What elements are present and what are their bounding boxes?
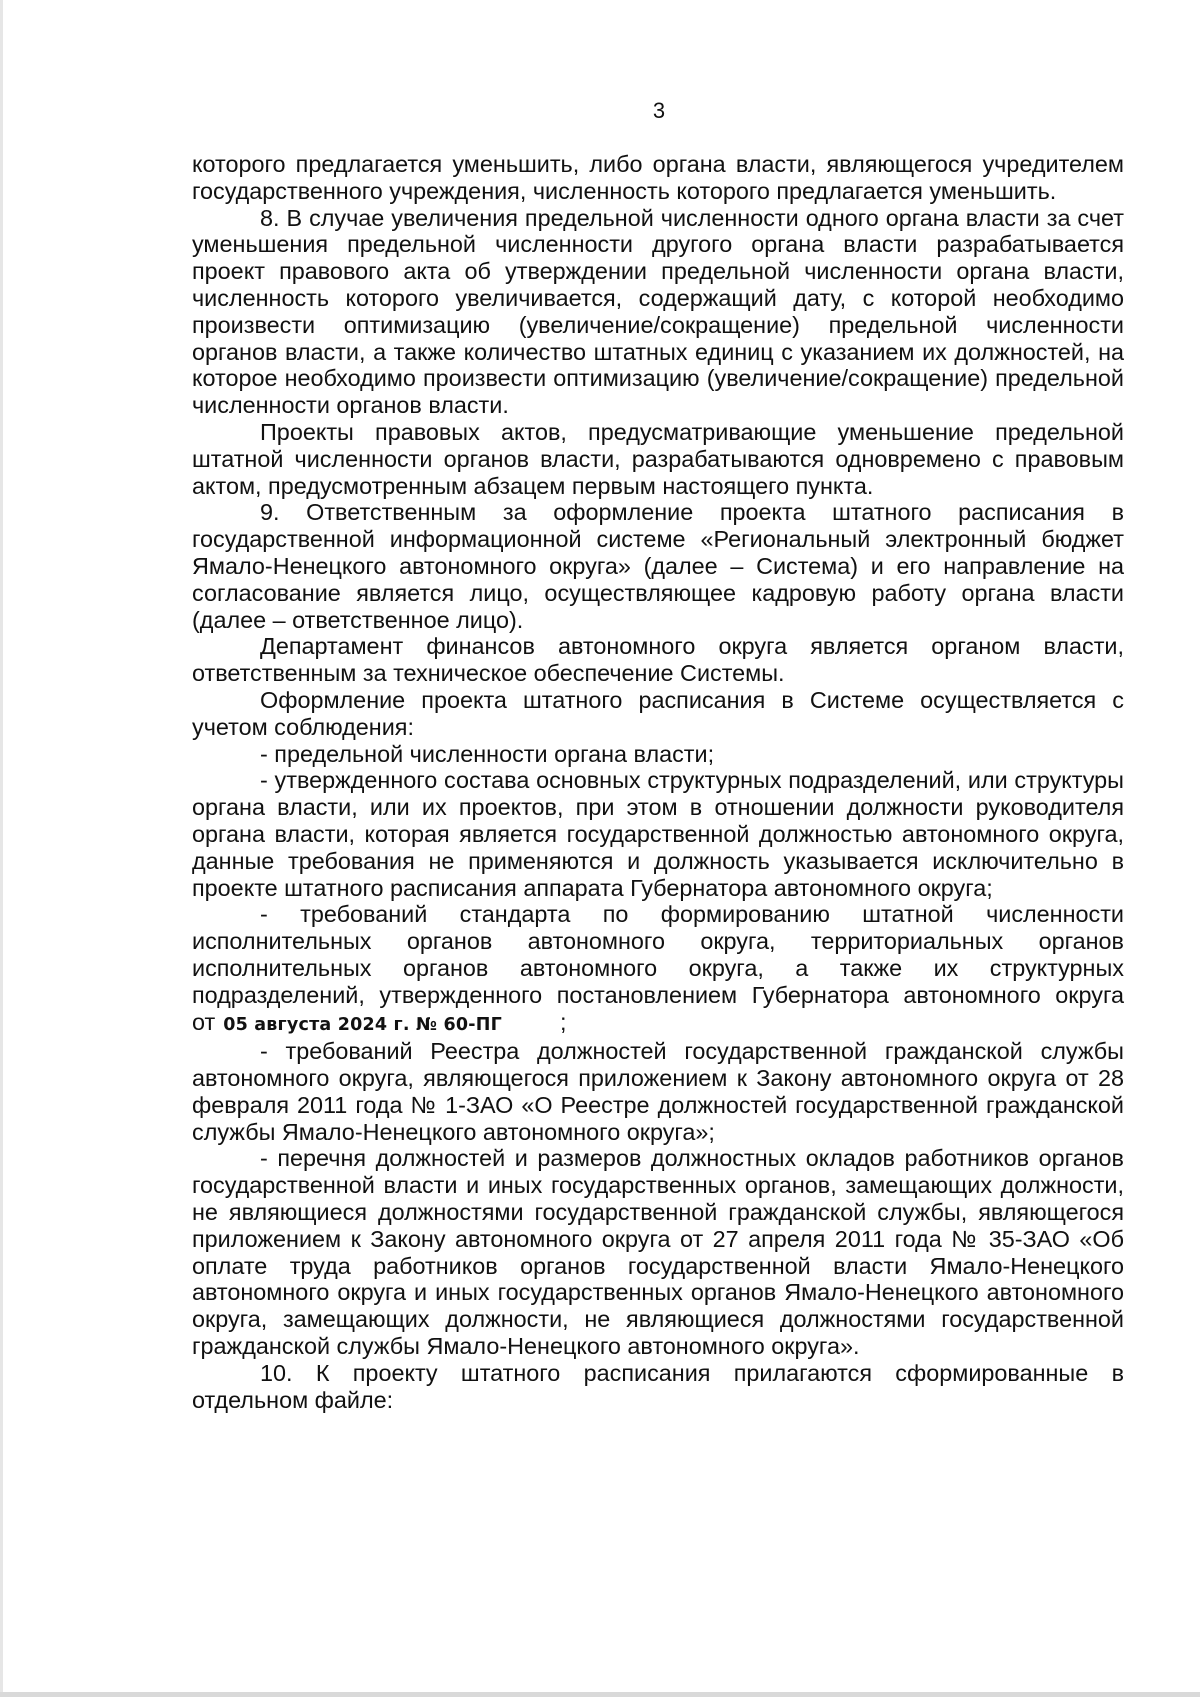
scan-edge-bottom bbox=[0, 1692, 1200, 1697]
decree-date-stamp: 05 августа 2024 г. № 60-ПГ bbox=[223, 1014, 502, 1035]
scan-edge-left bbox=[0, 0, 3, 1697]
paragraph-item-9: 9. Ответственным за оформление проекта штатного расписания в государственной информационной системе «Региональный электронный бюджет Ямало-Ненецкого автономного округа» (далее – Система) и его направление на согласование является лицо, осуществляющее кадровую работу органа власти (далее – ответственное лицо). bbox=[192, 499, 1124, 633]
paragraph-item-10: 10. К проекту штатного расписания прилагаются сформированные в отдельном файле: bbox=[192, 1359, 1124, 1413]
list-item-positions-list: - перечня должностей и размеров должностных окладов работников органов государственной власти и иных государственных органов, замещающих должности, не являющиеся должностями государственной гражданской службы, являющегося приложением к Закону автономного округа от 27 апреля 2011 года № 35-ЗАО «Об оплате труда работников органов государственной власти Ямало-Ненецкого автономного округа и иных государственных органов Ямало-Ненецкого автономного округа, замещающих должности, не являющиеся должностями государственной гражданской службы Ямало-Ненецкого автономного округа». bbox=[192, 1145, 1124, 1360]
list-item-registry-requirements: - требований Реестра должностей государственной гражданской службы автономного округа, являющегося приложением к Закону автономного округа от 28 февраля 2011 года № 1-ЗАО «О Реестре должностей государственной гражданской службы Ямало-Ненецкого автономного округа»; bbox=[192, 1038, 1124, 1145]
paragraph-continuation: которого предлагается уменьшить, либо органа власти, являющегося учредителем государственного учреждения, численность которого предлагается уменьшить. bbox=[192, 151, 1124, 204]
paragraph-item-8: 8. В случае увеличения предельной численности одного органа власти за счет уменьшения предельной численности другого органа власти разрабатывается проект правового акта об утверждении предельной численности органа власти, численность которого увеличивается, содержащий дату, с которой необходимо произвести оптимизацию (увеличение/сокращение) предельной численности органов власти, а также количество штатных единиц с указанием их должностей, на которое необходимо произвести оптимизацию (увеличение/сокращение) предельной численности органов власти. bbox=[192, 204, 1124, 419]
list-item-standard-requirements bbox=[192, 901, 1124, 1038]
page-number: 3 bbox=[652, 98, 666, 123]
document-body bbox=[192, 151, 1124, 1413]
standard-requirements-text: - требований стандарта по формированию штатной численности исполнительных органов автономного округа, территориальных органов исполнительных органов автономного округа, а также их структурных подразделений, утвержденного постановлением Губернатора автономного округа от bbox=[192, 901, 1124, 1035]
paragraph-finance-department: Департамент финансов автономного округа является органом власти, ответственным за техническое обеспечение Системы. bbox=[192, 633, 1124, 687]
paragraph-draft-acts: Проекты правовых актов, предусматривающие уменьшение предельной штатной численности органов власти, разрабатываются одновремено с правовым актом, предусмотренным абзацем первым настоящего пункта. bbox=[192, 418, 1124, 499]
list-item-headcount-limit: - предельной численности органа власти; bbox=[260, 740, 715, 767]
list-item-structure: - утвержденного состава основных структурных подразделений, или структуры органа власти, или их проектов, при этом в отношении должности руководителя органа власти, которая является государственной должностью автономного округа, данные требования не применяются и должность указывается исключительно в проекте штатного расписания аппарата Губернатора автономного округа; bbox=[192, 767, 1124, 901]
paragraph-compliance-intro: Оформление проекта штатного расписания в Системе осуществляется с учетом соблюдения: bbox=[192, 686, 1124, 740]
standard-requirements-tail: ; bbox=[559, 1008, 567, 1035]
